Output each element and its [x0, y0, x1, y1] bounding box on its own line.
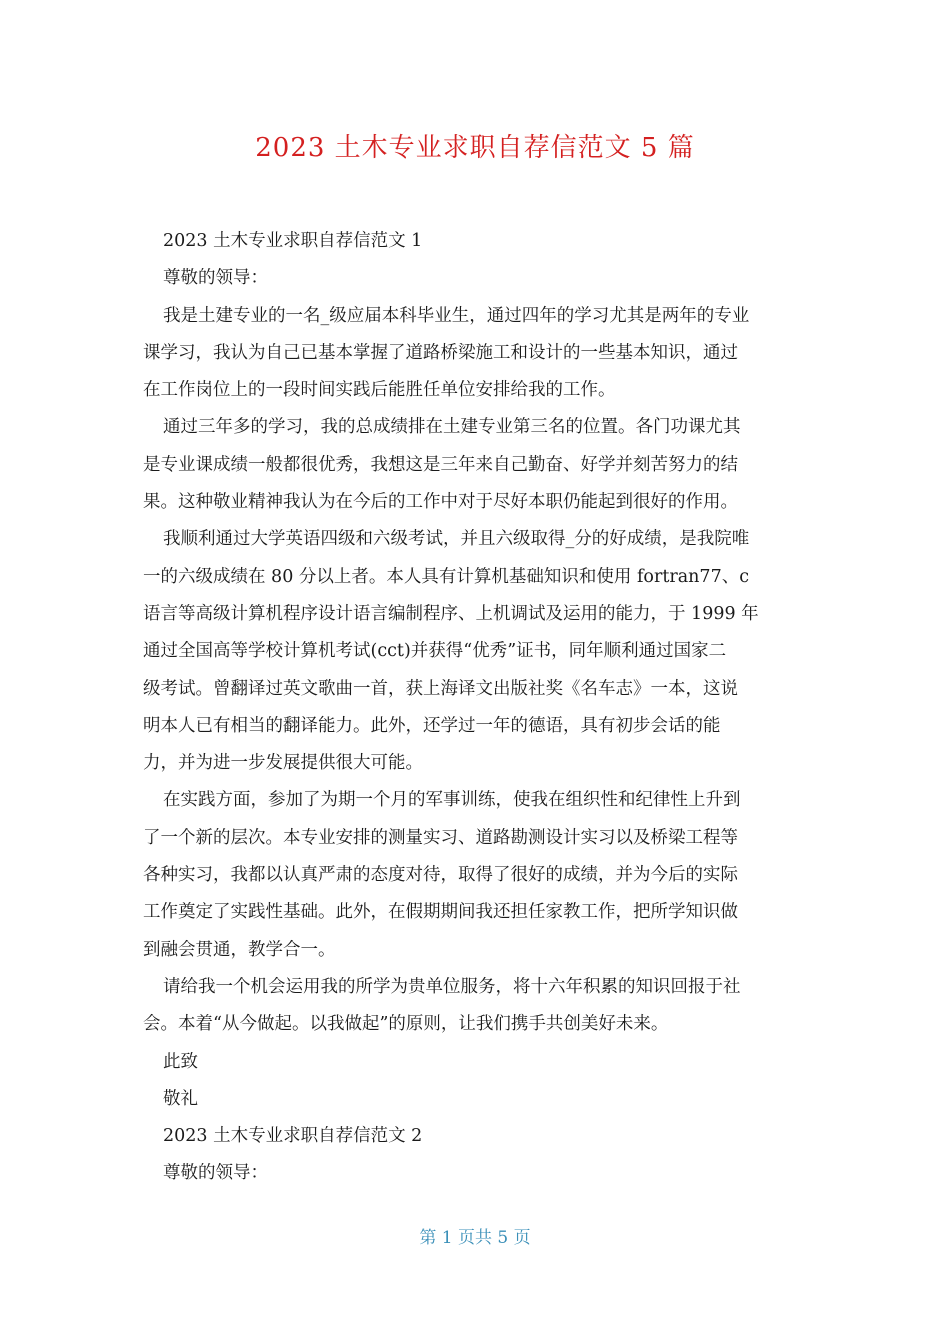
text-line: 明本人已有相当的翻译能力。此外，还学过一年的德语，具有初步会话的能: [143, 715, 721, 736]
text-line: 果。这种敬业精神我认为在今后的工作中对于尽好本职仍能起到很好的作用。: [143, 492, 738, 513]
text-line: 工作奠定了实践性基础。此外，在假期期间我还担任家教工作，把所学知识做: [143, 902, 738, 923]
text-line: 我顺利通过大学英语四级和六级考试，并且六级取得_分的好成绩，是我院唯: [163, 529, 750, 550]
text-line: 2023 土木专业求职自荐信范文 1: [163, 231, 423, 251]
text-line: 到融会贯通，教学合一。: [143, 939, 336, 960]
text-line: 一的六级成绩在 80 分以上者。本人具有计算机基础知识和使用 fortran77、c: [143, 566, 750, 587]
text-line: 级考试。曾翻译过英文歌曲一首，获上海译文出版社奖《名车志》一本，这说: [143, 678, 738, 699]
text-line: 我是土建专业的一名_级应届本科毕业生，通过四年的学习尤其是两年的专业: [163, 305, 750, 326]
text-line: 语言等高级计算机程序设计语言编制程序、上机调试及运用的能力，于 1999 年: [143, 603, 759, 624]
text-line: 是专业课成绩一般都很优秀，我想这是三年来自己勤奋、好学并刻苦努力的结: [143, 454, 738, 475]
text-line: 2023 土木专业求职自荐信范文 2: [163, 1126, 423, 1147]
text-line: 尊敬的领导：: [163, 268, 268, 289]
text-line: 了一个新的层次。本专业安排的测量实习、道路勘测设计实习以及桥梁工程等: [143, 827, 738, 848]
text-line: 力，并为进一步发展提供很大可能。: [143, 753, 423, 774]
text-line: 通过全国高等学校计算机考试(cct)并获得“优秀”证书，同年顺利通过国家二: [143, 641, 727, 662]
text-line: 在实践方面，参加了为期一个月的军事训练，使我在组织性和纪律性上升到: [163, 790, 741, 811]
text-line: 尊敬的领导：: [163, 1163, 268, 1184]
text-line: 各种实习，我都以认真严肃的态度对待，取得了很好的成绩，并为今后的实际: [143, 865, 738, 886]
document-title: 2023 土木专业求职自荐信范文 5 篇: [255, 133, 695, 163]
text-line: 敬礼: [163, 1088, 198, 1109]
text-line: 会。本着“从今做起。以我做起”的原则，让我们携手共创美好未来。: [143, 1014, 669, 1035]
text-line: 通过三年多的学习，我的总成绩排在土建专业第三名的位置。各门功课尤其: [163, 417, 741, 438]
text-line: 请给我一个机会运用我的所学为贵单位服务，将十六年积累的知识回报于社: [163, 976, 741, 997]
text-line: 在工作岗位上的一段时间实践后能胜任单位安排给我的工作。: [143, 380, 616, 401]
text-line: 此致: [163, 1051, 198, 1072]
document-body: [143, 223, 811, 1193]
text-line: 课学习，我认为自己已基本掌握了道路桥梁施工和设计的一些基本知识，通过: [143, 342, 738, 363]
page-footer: 第 1 页共 5 页: [419, 1228, 531, 1248]
